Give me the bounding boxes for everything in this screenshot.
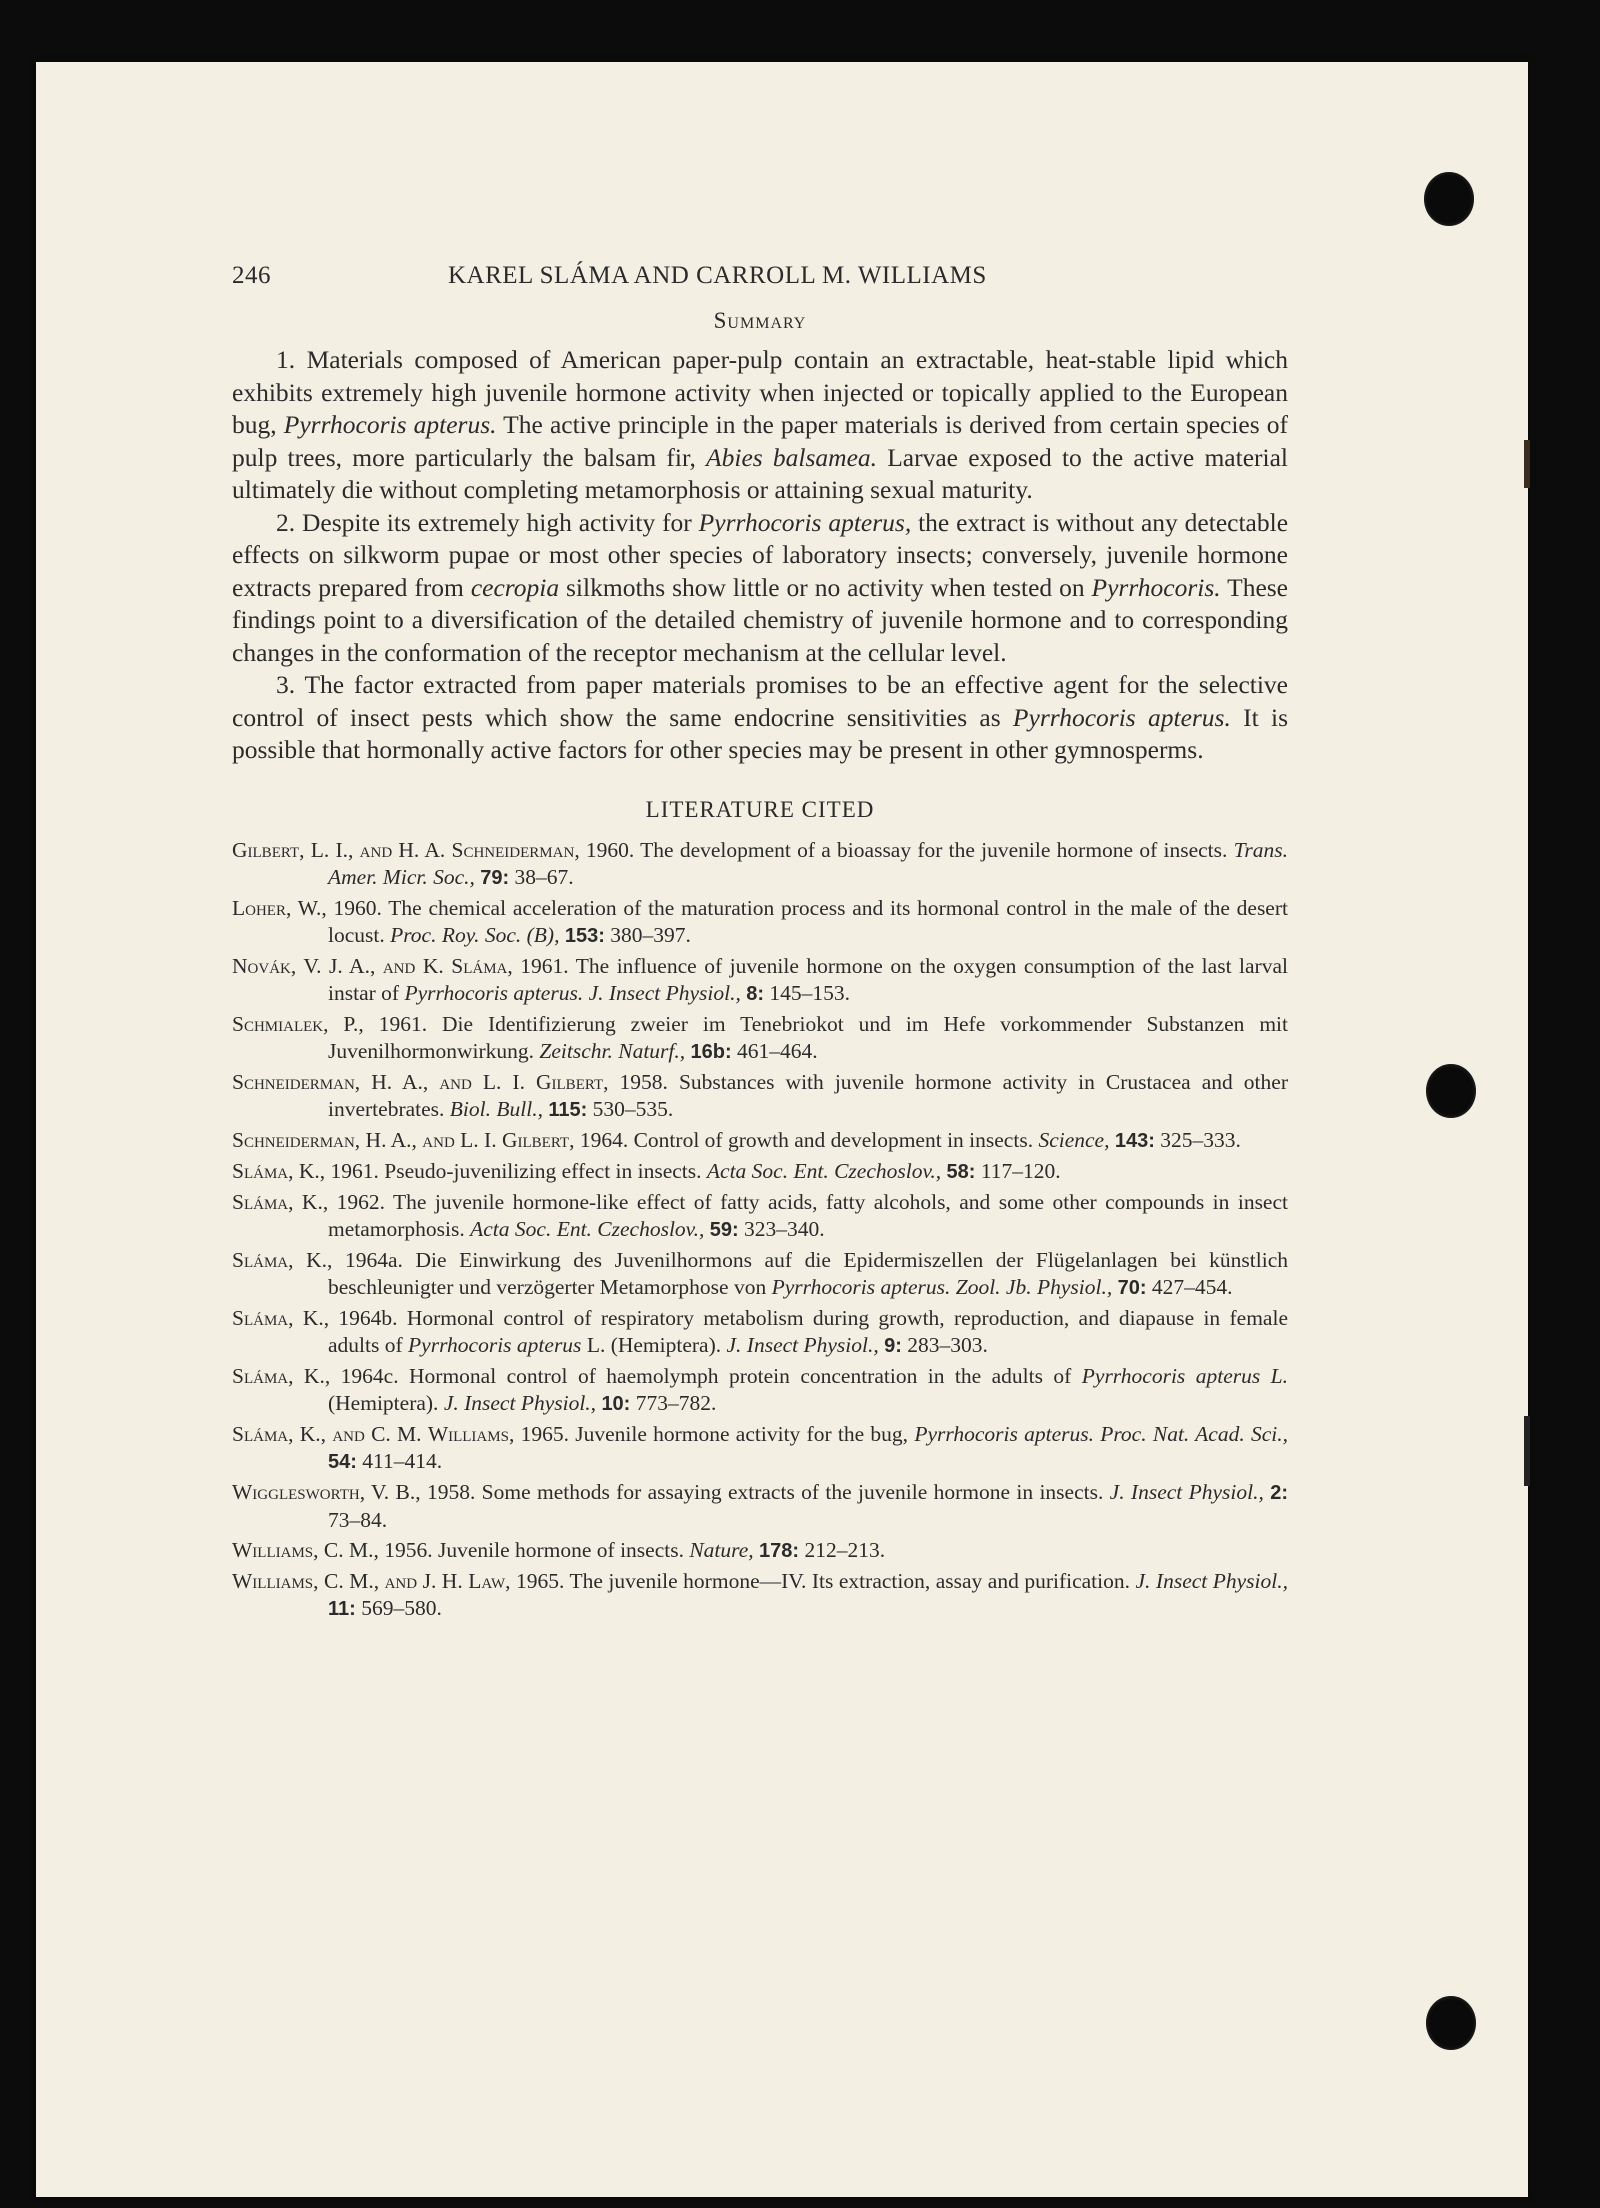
- volume-number: 59:: [709, 1218, 739, 1241]
- italic-text: Pyrrhocoris apterus. Zool. Jb. Physiol.,: [771, 1274, 1113, 1299]
- italic-text: Abies balsamea.: [706, 442, 878, 472]
- reference-entry: [232, 1247, 1288, 1302]
- italic-text: Pyrrhocoris apterus.: [283, 410, 497, 439]
- text-run: 283–303.: [901, 1332, 988, 1357]
- reference-entry: [232, 1537, 1288, 1565]
- text-run: 73–84.: [328, 1507, 388, 1532]
- reference-entry: [232, 1011, 1288, 1066]
- italic-text: J. Insect Physiol.,: [1109, 1479, 1264, 1504]
- reference-entry: [232, 1158, 1288, 1186]
- small-caps-name: and: [439, 1069, 472, 1094]
- small-caps-name: and: [384, 1568, 418, 1593]
- text-run: 461–464.: [731, 1038, 818, 1063]
- page-content: [232, 262, 1288, 1626]
- italic-text: J. Insect Physiol.,: [1135, 1568, 1288, 1593]
- volume-number: 54:: [328, 1450, 357, 1473]
- text-run: 323–340.: [738, 1216, 825, 1241]
- running-header: [232, 262, 1288, 290]
- small-caps-name: Sláma: [232, 1363, 289, 1388]
- text-run: J. H.: [417, 1568, 469, 1593]
- summary-paragraph: [232, 507, 1288, 670]
- small-caps-name: Gilbert: [501, 1127, 570, 1152]
- small-caps-name: Sláma: [232, 1189, 289, 1214]
- text-run: silkmoths show little or no activity when tested on: [559, 572, 1092, 602]
- text-run: , L. I.,: [299, 837, 360, 862]
- text-run: , H. A.,: [354, 1069, 440, 1094]
- text-run: 411–414.: [356, 1448, 443, 1473]
- volume-number: 11:: [328, 1597, 356, 1620]
- italic-text: Pyrrhocoris apterus. J. Insect Physiol.,: [404, 980, 741, 1005]
- text-run: C. M.: [364, 1421, 428, 1446]
- text-run: , K., 1962. The juvenile hormone-like effect of fatty acids, fatty alcohols, and some other compounds in insect metamorphosis.: [288, 1189, 1288, 1241]
- small-caps-name: Sláma: [451, 953, 508, 978]
- small-caps-name: Williams: [232, 1568, 314, 1593]
- text-run: , H. A.,: [354, 1127, 423, 1152]
- text-run: , 1965. Juvenile hormone activity for the bug,: [508, 1421, 915, 1446]
- small-caps-name: Schmialek: [232, 1011, 324, 1036]
- text-run: 145–153.: [764, 980, 850, 1005]
- text-run: 38–67.: [509, 864, 574, 889]
- reference-entry: [232, 1421, 1288, 1476]
- small-caps-name: Williams: [232, 1537, 314, 1562]
- italic-text: Zeitschr. Naturf.,: [539, 1038, 686, 1063]
- reference-entry: [232, 1568, 1288, 1623]
- italic-text: Pyrrhocoris.: [1091, 572, 1221, 602]
- text-run: 530–535.: [587, 1096, 674, 1121]
- text-run: 212–213.: [799, 1537, 886, 1562]
- italic-text: Trans. Amer. Micr. Soc.,: [328, 837, 1289, 889]
- reference-entry: [232, 1069, 1288, 1124]
- volume-number: 2:: [1270, 1481, 1288, 1504]
- italic-text: Pyrrhocoris apterus L.: [1081, 1363, 1288, 1388]
- small-caps-name: and: [359, 837, 393, 862]
- text-run: 2. Despite its extremely high activity for: [276, 507, 699, 537]
- volume-number: 143:: [1114, 1129, 1155, 1152]
- small-caps-name: Sláma: [232, 1247, 289, 1272]
- reference-entry: [232, 837, 1288, 892]
- small-caps-name: and: [332, 1421, 365, 1446]
- summary-paragraph: [232, 344, 1288, 507]
- italic-text: Nature,: [689, 1537, 754, 1562]
- italic-text: Science,: [1038, 1127, 1110, 1152]
- text-run: 325–333.: [1154, 1127, 1241, 1152]
- text-run: K.: [415, 953, 452, 978]
- italic-text: Pyrrhocoris apterus: [408, 1332, 582, 1357]
- text-run: 117–120.: [975, 1158, 1061, 1183]
- small-caps-name: Schneiderman: [451, 837, 575, 862]
- literature-heading: LITERATURE CITED: [645, 796, 875, 822]
- reference-entry: [232, 895, 1288, 950]
- text-run: H. A.: [392, 837, 452, 862]
- binder-hole: [1426, 1996, 1476, 2050]
- italic-text: J. Insect Physiol.,: [443, 1390, 597, 1415]
- text-run: , W., 1960. The chemical acceleration of the maturation process and its hormonal control in the male of the desert locust.: [285, 895, 1288, 947]
- page-edge-mark: [1524, 1416, 1530, 1486]
- binder-hole: [1424, 172, 1474, 226]
- volume-number: 9:: [884, 1334, 902, 1357]
- small-caps-name: Wigglesworth: [232, 1479, 360, 1504]
- text-run: L. I.: [471, 1069, 536, 1094]
- summary-paragraph: [232, 669, 1288, 767]
- reference-entry: [232, 1363, 1288, 1418]
- text-run: , 1964. Control of growth and development in insects.: [569, 1127, 1039, 1152]
- running-header-authors: KAREL SLÁMA AND CARROLL M. WILLIAMS: [448, 262, 987, 289]
- small-caps-name: Sláma: [232, 1158, 289, 1183]
- italic-text: Pyrrhocoris apterus.: [1012, 702, 1231, 732]
- text-run: (Hemiptera).: [328, 1390, 444, 1415]
- text-run: 380–397.: [604, 922, 691, 947]
- summary-heading: Summary: [713, 308, 807, 333]
- volume-number: 58:: [946, 1160, 976, 1183]
- volume-number: 79:: [480, 866, 510, 889]
- text-run: , K., 1961. Pseudo-juvenilizing effect in insects.: [288, 1158, 707, 1183]
- text-run: These findings point to a diversification of the detailed chemistry of juvenile hormone and to corresponding changes in the conformation of the receptor mechanism at the cellular level.: [232, 572, 1289, 667]
- volume-number: 10:: [601, 1392, 631, 1415]
- text-run: , C. M.,: [313, 1568, 385, 1593]
- small-caps-name: Sláma: [232, 1305, 289, 1330]
- reference-list: [232, 837, 1288, 1623]
- italic-text: Acta Soc. Ent. Czechoslov.,: [470, 1216, 705, 1241]
- volume-number: 8:: [746, 982, 764, 1005]
- summary-body: [232, 344, 1288, 767]
- text-run: , K., 1964c. Hormonal control of haemolymph protein concentration in the adults of: [288, 1363, 1082, 1388]
- page-number: 246: [232, 262, 271, 289]
- reference-entry: [232, 1127, 1288, 1155]
- italic-text: Pyrrhocoris apterus,: [698, 507, 912, 537]
- text-run: 1. Materials composed of American paper-pulp contain an extractable, heat-stable lipid which exhibits extremely high juvenile hormone activity when injected or topically applied to the European bug,: [232, 345, 1288, 439]
- small-caps-name: Law: [468, 1568, 506, 1593]
- binder-hole: [1426, 1064, 1476, 1118]
- volume-number: 70:: [1117, 1276, 1147, 1299]
- volume-number: 16b:: [690, 1040, 732, 1063]
- volume-number: 178:: [759, 1539, 800, 1562]
- text-run: , 1960. The development of a bioassay for the juvenile hormone of insects.: [574, 837, 1234, 862]
- text-run: 773–782.: [630, 1390, 717, 1415]
- text-run: The active principle in the paper materials is derived from certain species of pulp trees, more particularly the balsam fir,: [232, 410, 1289, 472]
- small-caps-name: and: [422, 1127, 455, 1152]
- text-run: , P., 1961. Die Identifizierung zweier im Tenebriokot und im Hefe vorkommender Substanzen mit Juvenilhormonwirkung.: [323, 1011, 1288, 1063]
- text-run: , V. J. A.,: [290, 953, 383, 978]
- text-run: L. (Hemiptera).: [581, 1332, 727, 1357]
- small-caps-name: Schneiderman: [232, 1069, 355, 1094]
- text-run: 3. The factor extracted from paper materials promises to be an effective agent for the selective control of insect pests which show the same endocrine sensitivities as: [232, 670, 1288, 732]
- reference-entry: [232, 1189, 1288, 1244]
- text-run: , K., 1964a. Die Einwirkung des Juvenilhormons auf die Epidermiszellen der Flügelanlagen bei künstlich beschleunigter und verzögerter Metamorphose von: [288, 1247, 1288, 1299]
- text-run: , 1958. Substances with juvenile hormone activity in Crustacea and other invertebrates.: [328, 1069, 1288, 1121]
- small-caps-name: Novák: [232, 953, 291, 978]
- text-run: Larvae exposed to the active material ultimately die without completing metamorphosis or attaining sexual maturity.: [232, 442, 1288, 504]
- italic-text: Proc. Roy. Soc. (B),: [390, 922, 560, 947]
- small-caps-name: Gilbert: [232, 837, 300, 862]
- text-run: 569–580.: [355, 1595, 442, 1620]
- italic-text: cecropia: [470, 572, 560, 602]
- text-run: , 1965. The juvenile hormone—IV. Its extraction, assay and purification.: [505, 1568, 1136, 1593]
- small-caps-name: Schneiderman: [232, 1127, 355, 1152]
- italic-text: Acta Soc. Ent. Czechoslov.,: [706, 1158, 942, 1183]
- reference-entry: [232, 953, 1288, 1008]
- italic-text: Biol. Bull.,: [449, 1096, 543, 1121]
- small-caps-name: and: [382, 953, 416, 978]
- italic-text: J. Insect Physiol.,: [726, 1332, 879, 1357]
- reference-entry: [232, 1305, 1288, 1360]
- small-caps-name: Williams: [427, 1421, 509, 1446]
- text-run: It is possible that hormonally active factors for other species may be present in other gymnosperms.: [232, 702, 1289, 764]
- small-caps-name: Gilbert: [536, 1069, 604, 1094]
- text-run: L. I.: [454, 1127, 502, 1152]
- volume-number: 153:: [564, 924, 605, 947]
- text-run: , K.,: [288, 1421, 333, 1446]
- text-run: 427–454.: [1146, 1274, 1233, 1299]
- text-run: , 1961. The influence of juvenile hormone on the oxygen consumption of the last larval instar of: [328, 953, 1288, 1005]
- text-run: , C. M., 1956. Juvenile hormone of insects.: [313, 1537, 690, 1562]
- text-run: , V. B., 1958. Some methods for assaying extracts of the juvenile hormone in insects.: [359, 1479, 1110, 1504]
- page-edge-mark: [1524, 440, 1530, 488]
- small-caps-name: Sláma: [232, 1421, 289, 1446]
- small-caps-name: Loher: [232, 895, 286, 920]
- text-run: the extract is without any detectable effects on silkworm pupae or most other species of laboratory insects; conversely, juvenile hormone extracts prepared from: [232, 507, 1289, 602]
- italic-text: Pyrrhocoris apterus. Proc. Nat. Acad. Sci.,: [914, 1421, 1289, 1446]
- reference-entry: [232, 1479, 1288, 1534]
- volume-number: 115:: [548, 1098, 588, 1121]
- text-run: , K., 1964b. Hormonal control of respiratory metabolism during growth, reproduction, and diapause in female adults of: [288, 1305, 1288, 1357]
